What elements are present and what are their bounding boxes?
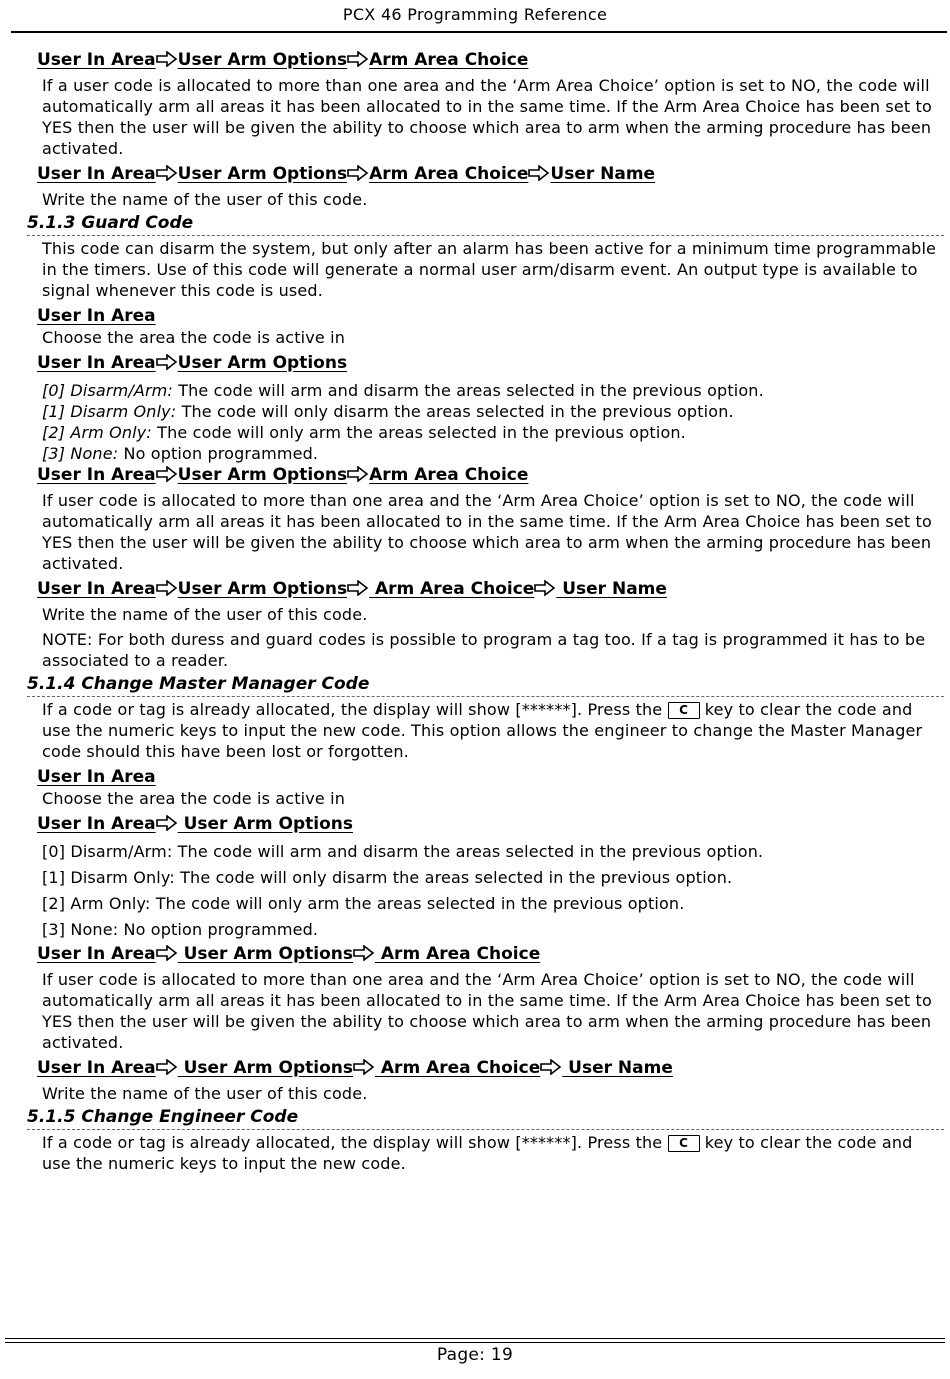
menu-path — [37, 813, 950, 835]
menu-path-segment: User Arm Options — [177, 164, 348, 184]
note-paragraph: NOTE: For both duress and guard codes is possible to program a tag too. If a tag is programmed it has to be associated to a reader. — [42, 630, 926, 670]
menu-path-segment: User Arm Options — [177, 579, 348, 599]
paragraph: If a user code is allocated to more than one area and the ‘Arm Area Choice’ option is set to NO, the code will automatically arm all areas it has been allocated to in the same time. If the Arm Area Choice has been set to YES then the user will be given the ability to choose which area to arm when the arming procedure has been activated. — [42, 76, 932, 158]
menu-path — [37, 1057, 950, 1079]
c-key-icon: C — [668, 702, 700, 719]
right-arrow-icon — [347, 51, 369, 67]
option-item: [3] None: No option programmed. — [42, 444, 319, 463]
right-arrow-icon — [156, 945, 178, 961]
menu-path-segment: Arm Area Choice — [369, 579, 535, 599]
menu-path-segment: User Arm Options — [177, 50, 348, 70]
option-item: [1] Disarm Only: The code will only disarm the areas selected in the previous option. — [42, 402, 734, 421]
right-arrow-icon — [353, 1059, 375, 1075]
menu-path-segment: User Arm Options — [177, 814, 353, 834]
paragraph: If user code is allocated to more than one area and the ‘Arm Area Choice’ option is set to NO, the code will automatically arm all areas it has been allocated to in the same time. If the Arm Area Choice has been set to YES then the user will be given the ability to choose which area to arm when the arming procedure has been activated. — [42, 970, 932, 1052]
right-arrow-icon — [353, 945, 375, 961]
paragraph: If user code is allocated to more than one area and the ‘Arm Area Choice’ option is set to NO, the code will automatically arm all areas it has been allocated to in the same time. If the Arm Area Choice has been set to YES then the user will be given the ability to choose which area to arm when the arming procedure has been activated. — [42, 491, 932, 573]
paragraph: Choose the area the code is active in — [42, 789, 346, 808]
menu-path — [37, 766, 950, 788]
c-key-icon: C — [668, 1135, 700, 1152]
menu-path-segment: User Arm Options — [177, 1058, 353, 1078]
menu-path — [37, 305, 950, 327]
option-item: [3] None: No option programmed. — [42, 920, 319, 939]
menu-path-segment: User In Area — [37, 306, 156, 326]
menu-path — [37, 163, 950, 185]
menu-path — [37, 49, 950, 71]
right-arrow-icon — [156, 466, 178, 482]
menu-path-segment: Arm Area Choice — [369, 465, 529, 485]
paragraph: If a code or tag is already allocated, the display will show [******]. Press the C key to clear the code and use the numeric keys to input the new code. This option allows the engineer to change the Master Manager code should this have been lost or forgotten. — [42, 700, 923, 761]
page-content — [0, 49, 950, 1174]
menu-path-segment: Arm Area Choice — [374, 1058, 541, 1078]
page-header: PCX 46 Programming Reference — [342, 5, 608, 24]
menu-path-segment: User Arm Options — [177, 944, 353, 964]
option-item: [0] Disarm/Arm: The code will arm and disarm the areas selected in the previous option. — [42, 381, 764, 400]
menu-path-segment: User Name — [556, 579, 667, 599]
menu-path-segment: User Arm Options — [177, 465, 348, 485]
paragraph: This code can disarm the system, but only after an alarm has been active for a minimum time programmable in the timers. Use of this code will generate a normal user arm/disarm event. An output type is available to signal whenever this code is used. — [42, 239, 937, 300]
menu-path-segment: User In Area — [37, 50, 156, 70]
footer-rule — [5, 1338, 945, 1343]
option-item: [0] Disarm/Arm: The code will arm and disarm the areas selected in the previous option. — [42, 842, 764, 861]
menu-path-segment: Arm Area Choice — [369, 50, 529, 70]
section-heading: 5.1.5 Change Engineer Code — [27, 1106, 944, 1130]
menu-path-segment: Arm Area Choice — [374, 944, 541, 964]
right-arrow-icon — [540, 1059, 562, 1075]
header-rule — [11, 31, 947, 33]
menu-path — [37, 352, 950, 374]
menu-path-segment: User In Area — [37, 353, 156, 373]
right-arrow-icon — [534, 580, 556, 596]
paragraph: Write the name of the user of this code. — [42, 1084, 368, 1103]
option-item: [1] Disarm Only: The code will only disarm the areas selected in the previous option. — [42, 868, 733, 887]
right-arrow-icon — [156, 354, 178, 370]
menu-path-segment: User In Area — [37, 465, 156, 485]
menu-path — [37, 464, 950, 486]
right-arrow-icon — [347, 165, 369, 181]
menu-path-segment: User Name — [562, 1058, 673, 1078]
menu-path — [37, 943, 950, 965]
menu-path-segment: User In Area — [37, 814, 156, 834]
menu-path-segment: User In Area — [37, 164, 156, 184]
menu-path-segment: Arm Area Choice — [369, 164, 529, 184]
menu-path — [37, 578, 950, 600]
section-heading: 5.1.3 Guard Code — [27, 212, 944, 236]
option-item: [2] Arm Only: The code will only arm the areas selected in the previous option. — [42, 894, 685, 913]
paragraph: Write the name of the user of this code. — [42, 190, 368, 209]
option-list — [0, 380, 950, 464]
menu-path-segment: User Name — [550, 164, 656, 184]
menu-path-segment: User Arm Options — [177, 353, 348, 373]
right-arrow-icon — [347, 466, 369, 482]
menu-path-segment: User In Area — [37, 1058, 156, 1078]
right-arrow-icon — [347, 580, 369, 596]
right-arrow-icon — [156, 815, 178, 831]
right-arrow-icon — [156, 165, 178, 181]
menu-path-segment: User In Area — [37, 579, 156, 599]
right-arrow-icon — [528, 165, 550, 181]
page-number: Page: 19 — [436, 1345, 514, 1365]
right-arrow-icon — [156, 51, 178, 67]
option-list — [0, 839, 950, 943]
menu-path-segment: User In Area — [37, 944, 156, 964]
option-item: [2] Arm Only: The code will only arm the areas selected in the previous option. — [42, 423, 686, 442]
right-arrow-icon — [156, 580, 178, 596]
paragraph: Choose the area the code is active in — [42, 328, 346, 347]
section-heading: 5.1.4 Change Master Manager Code — [27, 673, 944, 697]
paragraph: If a code or tag is already allocated, the display will show [******]. Press the C key to clear the code and use the numeric keys to input the new code. — [42, 1133, 913, 1173]
menu-path-segment: User In Area — [37, 767, 156, 787]
right-arrow-icon — [156, 1059, 178, 1075]
paragraph: Write the name of the user of this code. — [42, 605, 368, 624]
